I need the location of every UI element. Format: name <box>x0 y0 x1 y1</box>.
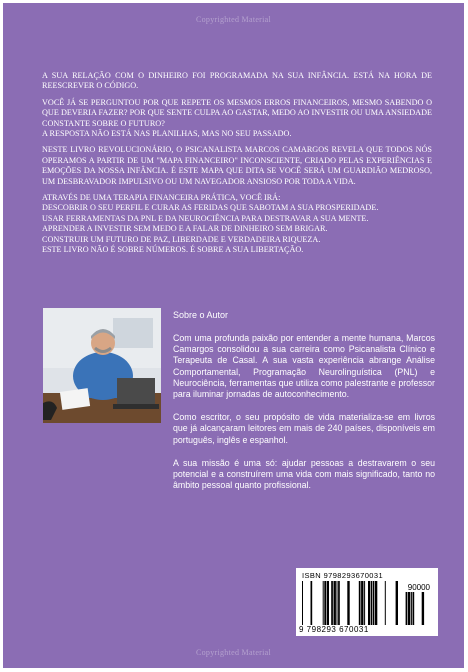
blurb-list-item: USAR FERRAMENTAS DA PNL E DA NEUROCIÊNCIA PARA DESTRAVAR A SUA MENTE. <box>42 213 369 223</box>
blurb-list-item: ESTE LIVRO NÃO É SOBRE NÚMEROS. É SOBRE A SUA LIBERTAÇÃO. <box>42 245 304 255</box>
author-section-title: Sobre o Autor <box>173 310 229 320</box>
author-bio-paragraph-1: Com uma profunda paixão por entender a mente humana, Marcos Camargos consolidou a sua carreira como Psicanalista Clínico e Terapeuta de Casal. A sua vasta experiência abrange Análise Comportamental, Programação Neurolinguística (PNL) e Neurociência, ferramentas que utiliza como palestrante e professor para iluminar jornadas de autoconhecimento. <box>173 333 435 400</box>
blurb-text <box>42 71 432 262</box>
blurb-list-item: CONSTRUIR UM FUTURO DE PAZ, LIBERDADE E VERDADEIRA RIQUEZA. <box>42 234 321 244</box>
blurb-list-item: DESCOBRIR O SEU PERFIL E CURAR AS FERIDAS QUE SABOTAM A SUA PROSPERIDADE. <box>42 203 379 213</box>
blurb-list <box>42 193 432 255</box>
barcode-bars <box>302 581 398 625</box>
barcode-addon-bars <box>404 592 432 625</box>
watermark-top: Copyrighted Material <box>195 15 272 24</box>
isbn-label: ISBN 9798293670031 <box>302 571 384 580</box>
author-bio-paragraph-2: Como escritor, o seu propósito de vida materializa-se em livros que já alcançaram leitores em mais de 240 países, disponíveis em português, inglês e espanhol. <box>173 412 435 445</box>
blurb-paragraph-2a: VOCÊ JÁ SE PERGUNTOU POR QUE REPETE OS MESMOS ERROS FINANCEIROS, MESMO SABENDO O QUE DEVERIA FAZER? POR QUE SENTE CULPA AO GASTAR, MEDO AO INVESTIR OU UMA ANSIEDADE CONSTANTE SOBRE O FUTURO? <box>42 97 432 128</box>
isbn-barcode <box>296 568 438 636</box>
price-code: 90000 <box>407 583 430 592</box>
blurb-paragraph-2 <box>42 98 432 140</box>
blurb-list-item: APRENDER A INVESTIR SEM MEDO E A FALAR DE DINHEIRO SEM BRIGAR. <box>42 224 328 234</box>
blurb-paragraph-2b: A RESPOSTA NÃO ESTÁ NAS PLANILHAS, MAS NO SEU PASSADO. <box>42 129 292 139</box>
author-photo <box>43 308 161 423</box>
isbn-digits: 9 798293 670031 <box>299 625 369 634</box>
watermark-bottom: Copyrighted Material <box>195 648 272 657</box>
author-bio-paragraph-3: A sua missão é uma só: ajudar pessoas a destravarem o seu potencial e a construírem uma vida com mais significado, tanto no âmbito pessoal quanto profissional. <box>173 457 435 491</box>
blurb-paragraph-1: A SUA RELAÇÃO COM O DINHEIRO FOI PROGRAMADA NA SUA INFÂNCIA. ESTÁ NA HORA DE REESCREVER O CÓDIGO. <box>42 71 432 91</box>
author-bio <box>173 333 435 503</box>
blurb-list-intro: ATRAVÉS DE UMA TERAPIA FINANCEIRA PRÁTICA, VOCÊ IRÁ: <box>42 193 281 203</box>
blurb-paragraph-3: NESTE LIVRO REVOLUCIONÁRIO, O PSICANALISTA MARCOS CAMARGOS REVELA QUE TODOS NÓS OPERAMOS A PARTIR DE UM "MAPA FINANCEIRO" INCONSCIENTE, CRIADO PELAS EXPERIÊNCIAS E EMOÇÕES DA NOSSA INFÂNCIA. É ESTE MAPA QUE DITA SE VOCÊ SERÁ UM GUARDIÃO MEDROSO, UM DESBRAVADOR IMPULSIVO OU UM NAVEGADOR ANSIOSO POR TODA A VIDA. <box>42 145 432 186</box>
book-back-cover <box>3 3 464 668</box>
